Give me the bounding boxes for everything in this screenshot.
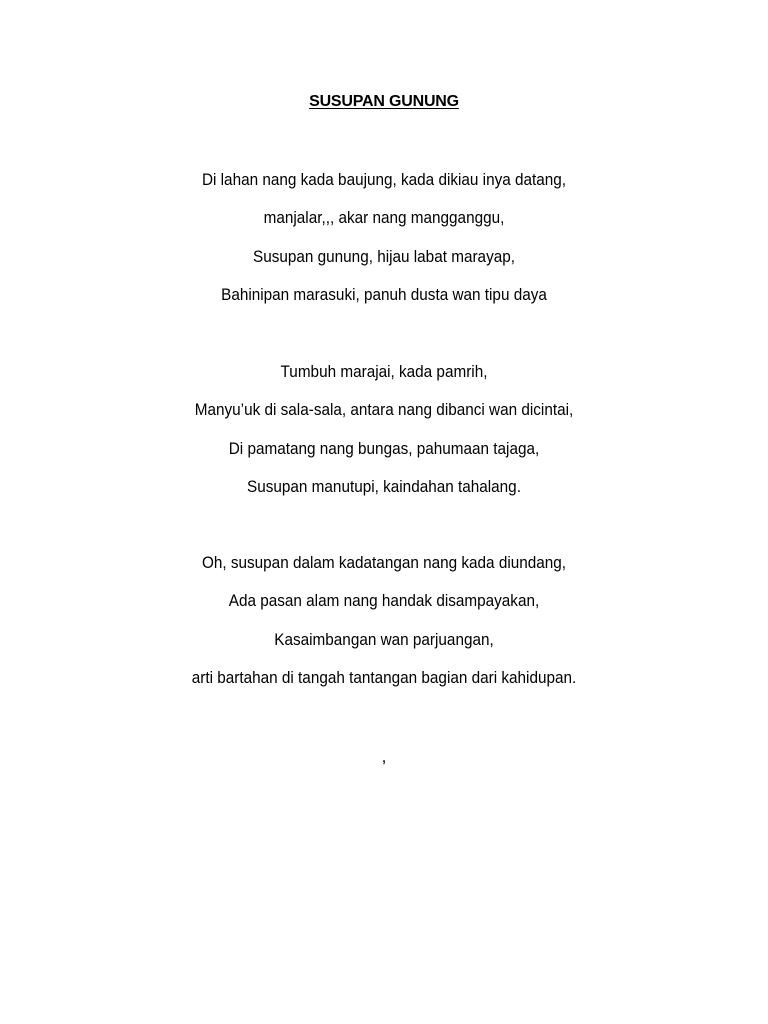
poem-line: Susupan gunung, hijau labat marayap, [252,246,515,266]
poem-line: Di pamatang nang bungas, pahumaan tajaga, [228,438,540,458]
poem-line: Bahinipan marasuki, panuh dusta wan tipu daya [221,284,547,304]
stanza-2 [0,361,768,514]
poem-line: Ada pasan alam nang handak disampayakan, [228,591,540,611]
stanza-1 [0,169,768,322]
poem-line: Di lahan nang kada baujung, kada dikiau inya datang, [201,170,567,189]
poem-line: Manyu’uk di sala-sala, antara nang dibanci wan dicintai, [194,400,574,420]
poem-line: Kasaimbangan wan parjuangan, [274,629,494,649]
poem-line: arti bartahan di tangah tantangan bagian dari kahidupan. [191,667,577,687]
poem-line: manjalar,,, akar nang mangganggu, [263,208,505,228]
poem-title: SUSUPAN GUNUNG [309,93,459,110]
poem-line: Oh, susupan dalam kadatangan nang kada diundang, [201,553,567,572]
trailing-comma: , [381,747,387,766]
poem-line: Susupan manutupi, kaindahan tahalang. [247,476,521,496]
poem-line: Tumbuh marajai, kada pamrih, [280,362,488,381]
stanza-3 [0,552,768,705]
